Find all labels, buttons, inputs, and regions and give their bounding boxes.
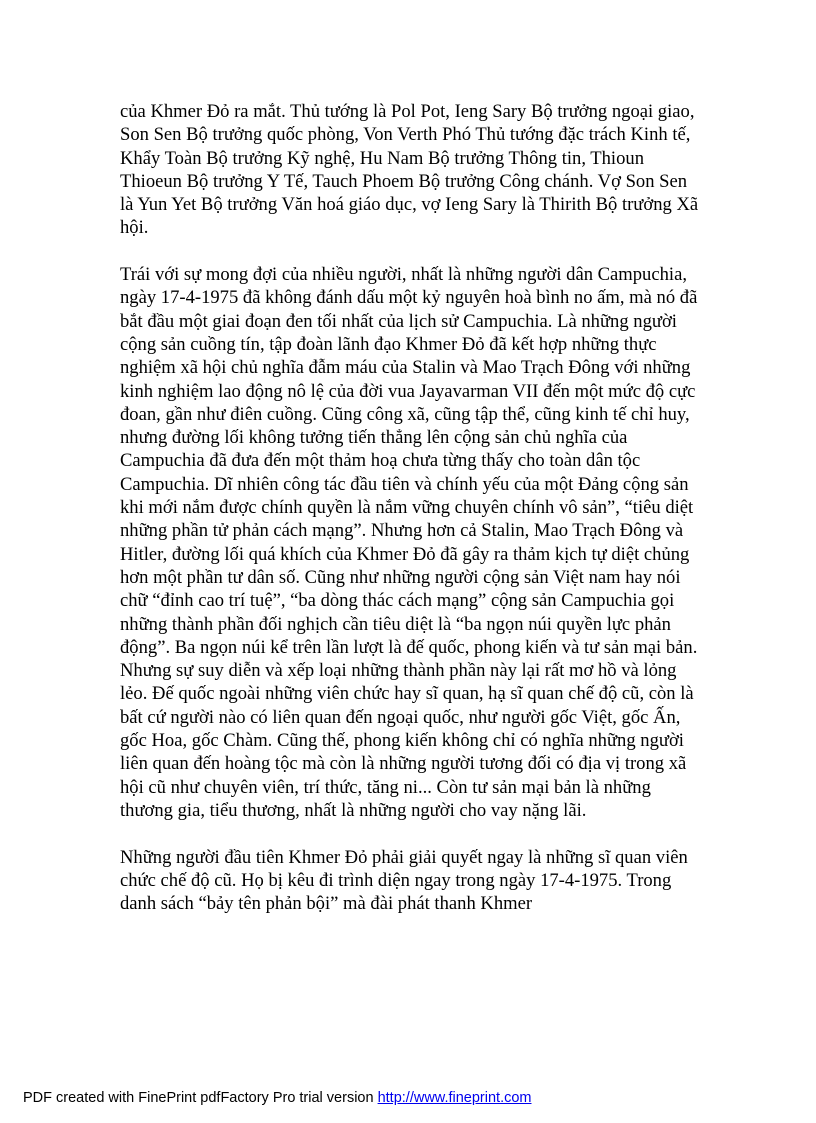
paragraph-1: của Khmer Đỏ ra mắt. Thủ tướng là Pol Pot, Ieng Sary Bộ trưởng ngoại giao, Son Sen Bộ trưởng quốc phòng, Von Verth Phó Thủ tướng đặc trách Kinh tế, Khẩy Toàn Bộ trưởng Kỹ nghệ, Hu Nam Bộ trưởng Thông tin, Thioun Thioeun Bộ trưởng Y Tế, Tauch Phoem Bộ trưởng Công chánh. Vợ Son Sen là Yun Yet Bộ trưởng Văn hoá giáo dục, vợ Ieng Sary là Thirith Bộ trưởng Xã hội. bbox=[120, 101, 699, 239]
paragraph-3: Những người đầu tiên Khmer Đỏ phải giải quyết ngay là những sĩ quan viên chức chế độ cũ. Họ bị kêu đi trình diện ngay trong ngày 17-4-1975. Trong danh sách “bảy tên phản bội” mà đài phát thanh Khmer bbox=[120, 846, 688, 915]
document-body bbox=[120, 100, 702, 939]
footer-text: PDF created with FinePrint pdfFactory Pro trial version bbox=[23, 1090, 378, 1106]
pdf-footer bbox=[23, 1090, 532, 1106]
paragraph-2: Trái với sự mong đợi của nhiều người, nhất là những người dân Campuchia, ngày 17-4-1975 đã không đánh dấu một kỷ nguyên hoà bình no ấm, mà nó đã bắt đầu một giai đoạn đen tối nhất của lịch sử Campuchia. Là những người cộng sản cuồng tín, tập đoàn lãnh đạo Khmer Đỏ đã kết hợp những thực nghiệm xã hội chủ nghĩa đẫm máu của Stalin và Mao Trạch Đông với những kinh nghiệm lao động nô lệ của đời vua Jayavarman VII đến một mức độ cực đoan, gần như điên cuồng. Cũng công xã, cũng tập thể, cũng kinh tế chỉ huy, nhưng đường lối không tưởng tiến thẳng lên cộng sản chủ nghĩa của Campuchia đã đưa đến một thảm hoạ chưa từng thấy cho toàn dân tộc Campuchia. Dĩ nhiên công tác đầu tiên và chính yếu của một Đảng cộng sản khi mới nắm được chính quyền là nắm vững chuyên chính vô sản”, “tiêu diệt những phần tử phản cách mạng”. Nhưng hơn cả Stalin, Mao Trạch Đông và Hitler, đường lối quá khích của Khmer Đỏ đã gây ra thảm kịch tự diệt chủng hơn một phần tư dân số. Cũng như những người cộng sản Việt nam hay nói chữ “đỉnh cao trí tuệ”, “ba dòng thác cách mạng” cộng sản Campuchia gọi những thành phần đối nghịch cần tiêu diệt là “ba ngọn núi quyền lực phản động”. Ba ngọn núi kể trên lần lượt là đế quốc, phong kiến và tư sản mại bản. Nhưng sự suy diễn và xếp loại những thành phần này lại rất mơ hồ và lỏng lẻo. Đế quốc ngoài những viên chức hay sĩ quan, hạ sĩ quan chế độ cũ, còn là bất cứ người nào có liên quan đến ngoại quốc, như người gốc Việt, gốc Ấn, gốc Hoa, gốc Chàm. Cũng thế, phong kiến không chỉ có nghĩa những người liên quan đến hoàng tộc mà còn là những người tương đối có địa vị trong xã hội cũ như chuyên viên, trí thức, tăng ni... Còn tư sản mại bản là những thương gia, tiểu thương, nhất là những người cho vay nặng lãi. bbox=[120, 264, 698, 821]
fineprint-link[interactable]: http://www.fineprint.com bbox=[377, 1090, 532, 1106]
